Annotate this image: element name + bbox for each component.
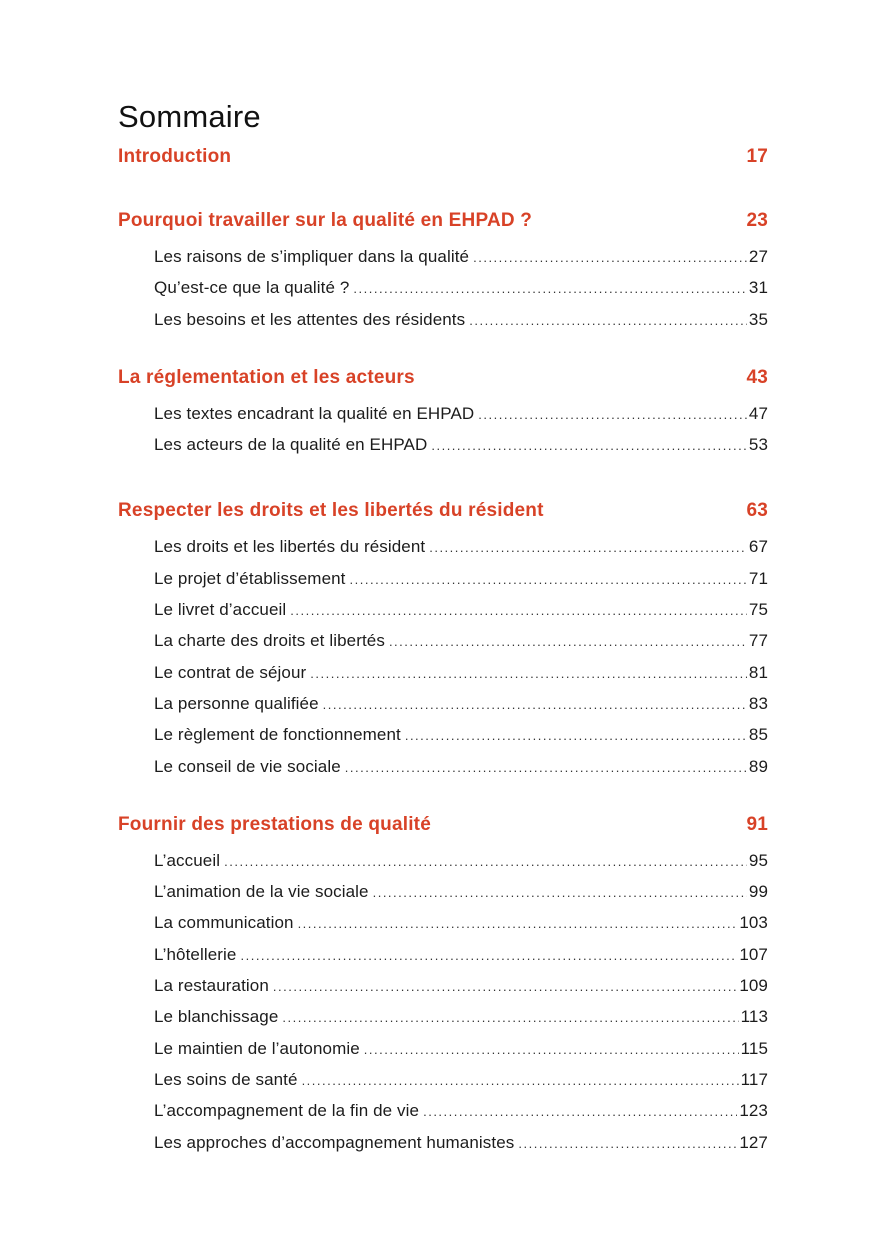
toc-entry[interactable] — [154, 663, 768, 694]
section-title: Pourquoi travailler sur la qualité en EHPAD ? — [118, 210, 533, 231]
section-heading[interactable] — [118, 814, 768, 842]
toc-entry[interactable] — [154, 569, 768, 600]
entry-title: Les soins de santé — [154, 1069, 298, 1089]
section-page-number: 63 — [746, 500, 768, 522]
entry-title: Le blanchissage — [154, 1007, 279, 1027]
toc-entry[interactable] — [154, 631, 768, 662]
dot-leader — [273, 979, 737, 994]
dot-leader — [389, 634, 747, 649]
toc-section-reglementation — [118, 367, 768, 467]
toc-section-prestations — [118, 814, 768, 1164]
entry-title: Le livret d’accueil — [154, 600, 287, 620]
toc-entry[interactable] — [154, 851, 768, 882]
entry-page-number: 75 — [748, 600, 768, 620]
toc-entry[interactable] — [154, 945, 768, 976]
entry-title: Le maintien de l’autonomie — [154, 1038, 360, 1058]
entry-page-number: 31 — [748, 278, 768, 298]
entry-title: La restauration — [154, 976, 269, 996]
entry-page-number: 81 — [748, 662, 768, 682]
entry-page-number: 35 — [748, 309, 768, 329]
toc-entry[interactable] — [154, 310, 768, 341]
dot-leader — [469, 313, 747, 328]
section-heading[interactable] — [118, 210, 768, 238]
entry-page-number: 53 — [748, 435, 768, 455]
dot-leader — [431, 438, 747, 453]
toc-entry[interactable] — [154, 1101, 768, 1132]
toc-entry[interactable] — [154, 435, 768, 466]
page-title: Sommaire — [118, 98, 261, 134]
entry-title: Le contrat de séjour — [154, 662, 307, 682]
entry-page-number: 71 — [748, 568, 768, 588]
toc-section-introduction — [118, 146, 768, 174]
section-heading[interactable] — [118, 146, 768, 174]
toc-entry[interactable] — [154, 882, 768, 913]
dot-leader — [423, 1104, 737, 1119]
toc-entry[interactable] — [154, 976, 768, 1007]
toc-entry[interactable] — [154, 404, 768, 435]
entry-title: Le conseil de vie sociale — [154, 756, 341, 776]
entry-page-number: 109 — [739, 976, 768, 996]
dot-leader — [298, 916, 738, 931]
entry-title: Les approches d’accompagnement humanistes — [154, 1132, 515, 1152]
toc-entry[interactable] — [154, 1007, 768, 1038]
section-heading[interactable] — [118, 500, 768, 528]
dot-leader — [429, 540, 747, 555]
dot-leader — [345, 760, 747, 775]
entry-title: L’accueil — [154, 850, 221, 870]
entry-page-number: 123 — [739, 1101, 768, 1121]
entry-page-number: 127 — [739, 1132, 768, 1152]
entry-page-number: 77 — [748, 631, 768, 651]
entry-title: L’accompagnement de la fin de vie — [154, 1101, 420, 1121]
toc-entry[interactable] — [154, 913, 768, 944]
toc-entry[interactable] — [154, 725, 768, 756]
entry-title: La communication — [154, 913, 294, 933]
entry-title: Le projet d’établissement — [154, 568, 346, 588]
entry-title: Les besoins et les attentes des résidents — [154, 309, 466, 329]
entry-title: La personne qualifiée — [154, 693, 319, 713]
section-page-number: 17 — [746, 146, 768, 167]
dot-leader — [240, 948, 737, 963]
entry-page-number: 83 — [748, 693, 768, 713]
entry-title: Le règlement de fonctionnement — [154, 725, 401, 745]
entry-page-number: 113 — [740, 1007, 768, 1027]
dot-leader — [353, 281, 747, 296]
dot-leader — [350, 572, 747, 587]
toc-entry[interactable] — [154, 600, 768, 631]
entry-title: L’hôtellerie — [154, 944, 237, 964]
section-title: Respecter les droits et les libertés du résident — [118, 500, 544, 522]
section-page-number: 23 — [746, 210, 768, 231]
entry-title: L’animation de la vie sociale — [154, 882, 369, 902]
toc-entry[interactable] — [154, 1133, 768, 1164]
dot-leader — [364, 1042, 739, 1057]
section-heading[interactable] — [118, 367, 768, 395]
entry-title: Les raisons de s’impliquer dans la qualité — [154, 247, 470, 266]
entry-page-number: 99 — [748, 882, 768, 902]
dot-leader — [282, 1010, 738, 1025]
dot-leader — [473, 250, 747, 265]
dot-leader — [478, 407, 747, 422]
entry-page-number: 107 — [739, 944, 768, 964]
section-title: Fournir des prestations de qualité — [118, 813, 431, 835]
dot-leader — [323, 697, 747, 712]
entry-page-number: 117 — [740, 1069, 768, 1089]
entry-page-number: 27 — [748, 247, 768, 266]
entry-page-number: 89 — [748, 756, 768, 776]
toc-entry[interactable] — [154, 1039, 768, 1070]
toc-entry[interactable] — [154, 694, 768, 725]
section-page-number: 91 — [746, 813, 768, 835]
section-title: La réglementation et les acteurs — [118, 366, 415, 388]
dot-leader — [290, 603, 747, 618]
entry-title: Les textes encadrant la qualité en EHPAD — [154, 403, 475, 423]
dot-leader — [405, 728, 747, 743]
entry-page-number: 85 — [748, 725, 768, 745]
toc-entry[interactable] — [154, 537, 768, 568]
entry-title: La charte des droits et libertés — [154, 631, 385, 651]
dot-leader — [518, 1136, 737, 1151]
toc-entry[interactable] — [154, 278, 768, 309]
entry-title: Qu’est-ce que la qualité ? — [154, 278, 350, 298]
entry-page-number: 103 — [739, 913, 768, 933]
entry-page-number: 115 — [740, 1038, 768, 1058]
section-page-number: 43 — [746, 366, 768, 388]
dot-leader — [310, 666, 747, 681]
toc-entry[interactable] — [154, 1070, 768, 1101]
toc-entry[interactable] — [154, 247, 768, 278]
section-title: Introduction — [118, 146, 232, 167]
dot-leader — [224, 854, 747, 869]
entry-title: Les acteurs de la qualité en EHPAD — [154, 435, 428, 455]
entry-page-number: 47 — [748, 403, 768, 423]
entry-page-number: 67 — [748, 537, 768, 557]
dot-leader — [302, 1073, 739, 1088]
table-of-contents — [118, 146, 768, 1164]
toc-section-pourquoi — [118, 210, 768, 341]
toc-section-droits — [118, 500, 768, 787]
entry-page-number: 95 — [748, 850, 768, 870]
entry-title: Les droits et les libertés du résident — [154, 537, 426, 557]
toc-entry[interactable] — [154, 757, 768, 788]
dot-leader — [373, 885, 747, 900]
